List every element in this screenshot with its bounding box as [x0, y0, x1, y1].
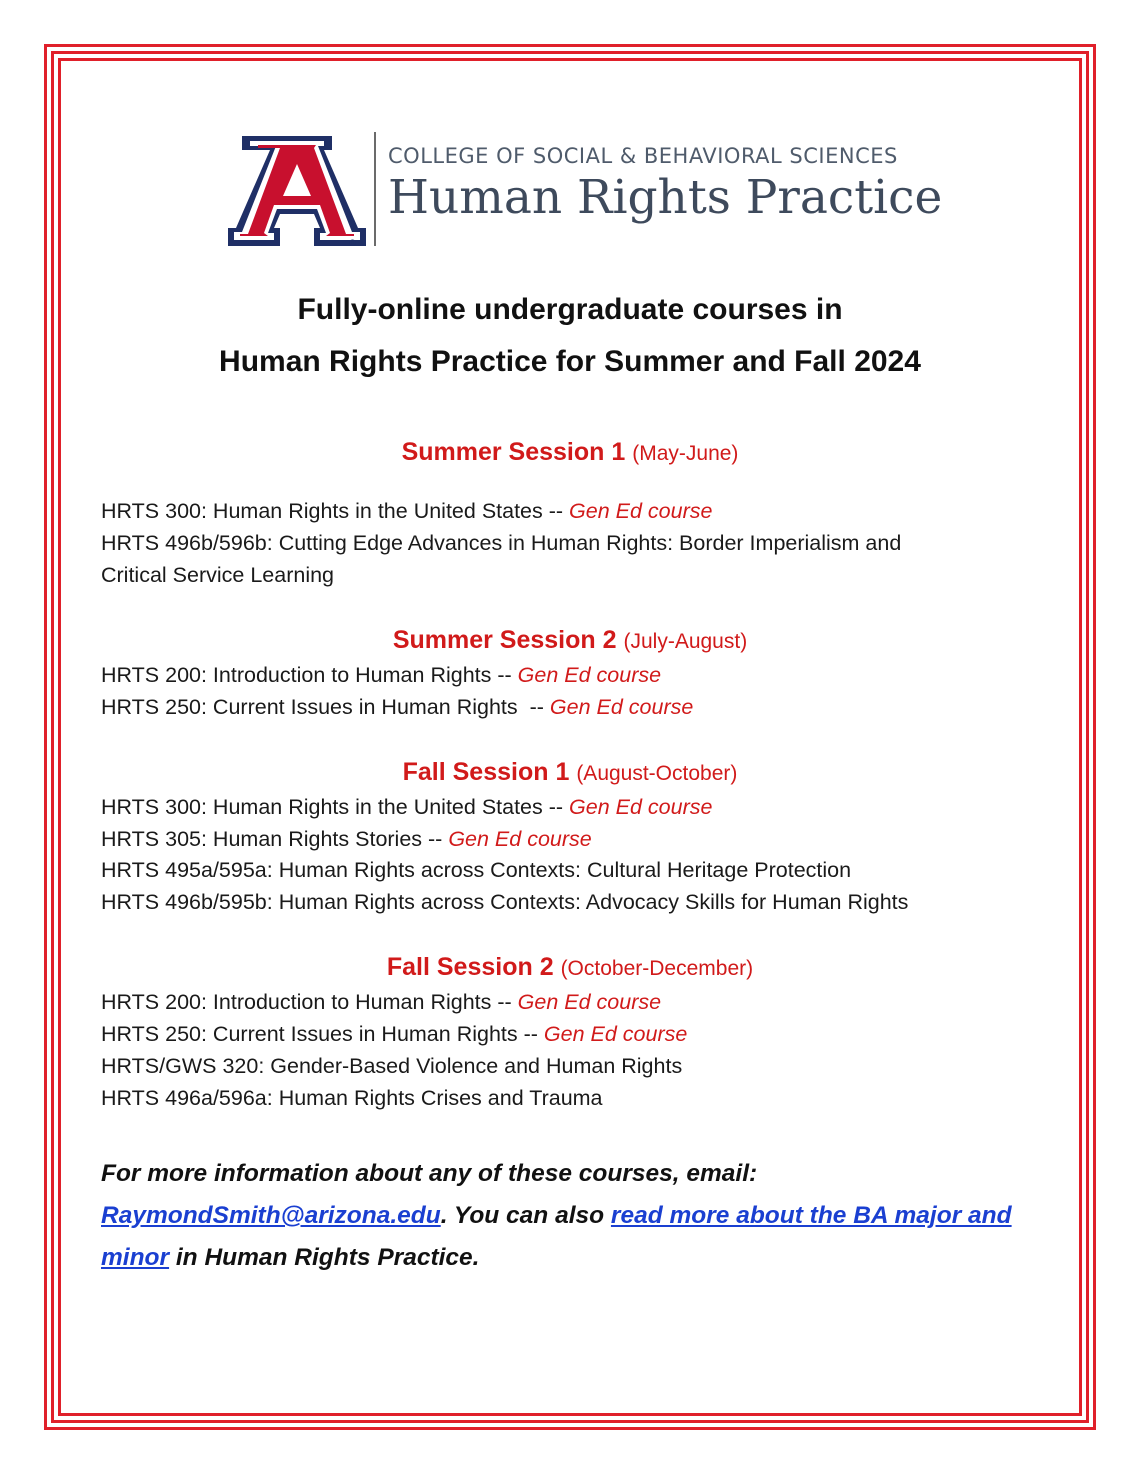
- contact-middle: . You can also: [440, 1202, 611, 1229]
- course-text: HRTS 200: Introduction to Human Rights --: [101, 990, 518, 1014]
- course-line: [101, 990, 661, 1015]
- course-text: HRTS 495a/595a: Human Rights across Contexts: Cultural Heritage Protection: [101, 858, 852, 882]
- gen-ed-tag: Gen Ed course: [543, 1022, 688, 1046]
- course-text: HRTS 496b/596b: Cutting Edge Advances in Human Rights: Border Imperialism and: [101, 531, 902, 555]
- course-text: Critical Service Learning: [101, 563, 335, 587]
- college-logo: [228, 130, 943, 250]
- page-title-line-2: Human Rights Practice for Summer and Fall 2024: [219, 345, 921, 378]
- session-name: Fall Session 1: [402, 758, 570, 786]
- course-line: [101, 531, 901, 556]
- course-line: [101, 858, 851, 883]
- session-name: Summer Session 1: [401, 438, 626, 466]
- course-line: [101, 563, 334, 588]
- gen-ed-tag: Gen Ed course: [517, 990, 662, 1014]
- course-line: [101, 1022, 687, 1047]
- session-name: Fall Session 2: [386, 953, 554, 981]
- logo-divider: [374, 132, 376, 246]
- course-text: HRTS 250: Current Issues in Human Rights --: [101, 1022, 544, 1046]
- course-line: [101, 795, 712, 820]
- session-heading-fall-1: [0, 758, 1140, 787]
- gen-ed-tag: Gen Ed course: [569, 795, 713, 819]
- session-name: Summer Session 2: [392, 626, 617, 654]
- course-line: [101, 663, 661, 688]
- college-name: COLLEGE OF SOCIAL & BEHAVIORAL SCIENCES: [388, 144, 898, 168]
- gen-ed-tag: Gen Ed course: [549, 695, 694, 719]
- course-text: HRTS 250: Current Issues in Human Rights --: [101, 695, 550, 719]
- course-text: HRTS/GWS 320: Gender-Based Violence and Human Rights: [101, 1054, 683, 1078]
- course-line: [101, 890, 908, 915]
- course-line: [101, 1086, 603, 1111]
- course-text: HRTS 496a/596a: Human Rights Crises and Trauma: [101, 1086, 603, 1110]
- contact-end: in Human Rights Practice.: [169, 1244, 480, 1271]
- contact-paragraph: [101, 1153, 1041, 1279]
- ba-major-minor-link[interactable]: read more about the BA major and minor: [101, 1202, 1012, 1271]
- course-line: [101, 1054, 682, 1079]
- program-name: Human Rights Practice: [388, 170, 943, 225]
- session-heading-fall-2: [0, 953, 1140, 982]
- session-range: (May-June): [632, 442, 739, 465]
- session-range: (July-August): [623, 630, 748, 653]
- gen-ed-tag: Gen Ed course: [569, 499, 713, 523]
- course-text: HRTS 300: Human Rights in the United States --: [101, 499, 570, 523]
- registered-mark: ®: [348, 239, 357, 248]
- session-range: (August-October): [576, 762, 738, 785]
- session-heading-summer-2: [0, 626, 1140, 655]
- course-text: HRTS 200: Introduction to Human Rights --: [101, 663, 518, 687]
- gen-ed-tag: Gen Ed course: [517, 663, 662, 687]
- course-text: HRTS 305: Human Rights Stories --: [101, 827, 449, 851]
- gen-ed-tag: Gen Ed course: [448, 827, 592, 851]
- course-line: [101, 695, 693, 720]
- page-title-line-1: Fully-online undergraduate courses in: [297, 293, 843, 326]
- session-heading-summer-1: [0, 438, 1140, 467]
- email-link[interactable]: RaymondSmith@arizona.edu: [101, 1202, 441, 1229]
- course-text: HRTS 496b/595b: Human Rights across Contexts: Advocacy Skills for Human Rights: [101, 890, 909, 914]
- course-text: HRTS 300: Human Rights in the United States --: [101, 795, 570, 819]
- course-line: [101, 827, 592, 852]
- university-a-logo: [228, 136, 368, 248]
- course-line: [101, 499, 712, 524]
- session-range: (October-December): [560, 957, 754, 980]
- contact-intro: For more information about any of these courses, email:: [101, 1160, 758, 1187]
